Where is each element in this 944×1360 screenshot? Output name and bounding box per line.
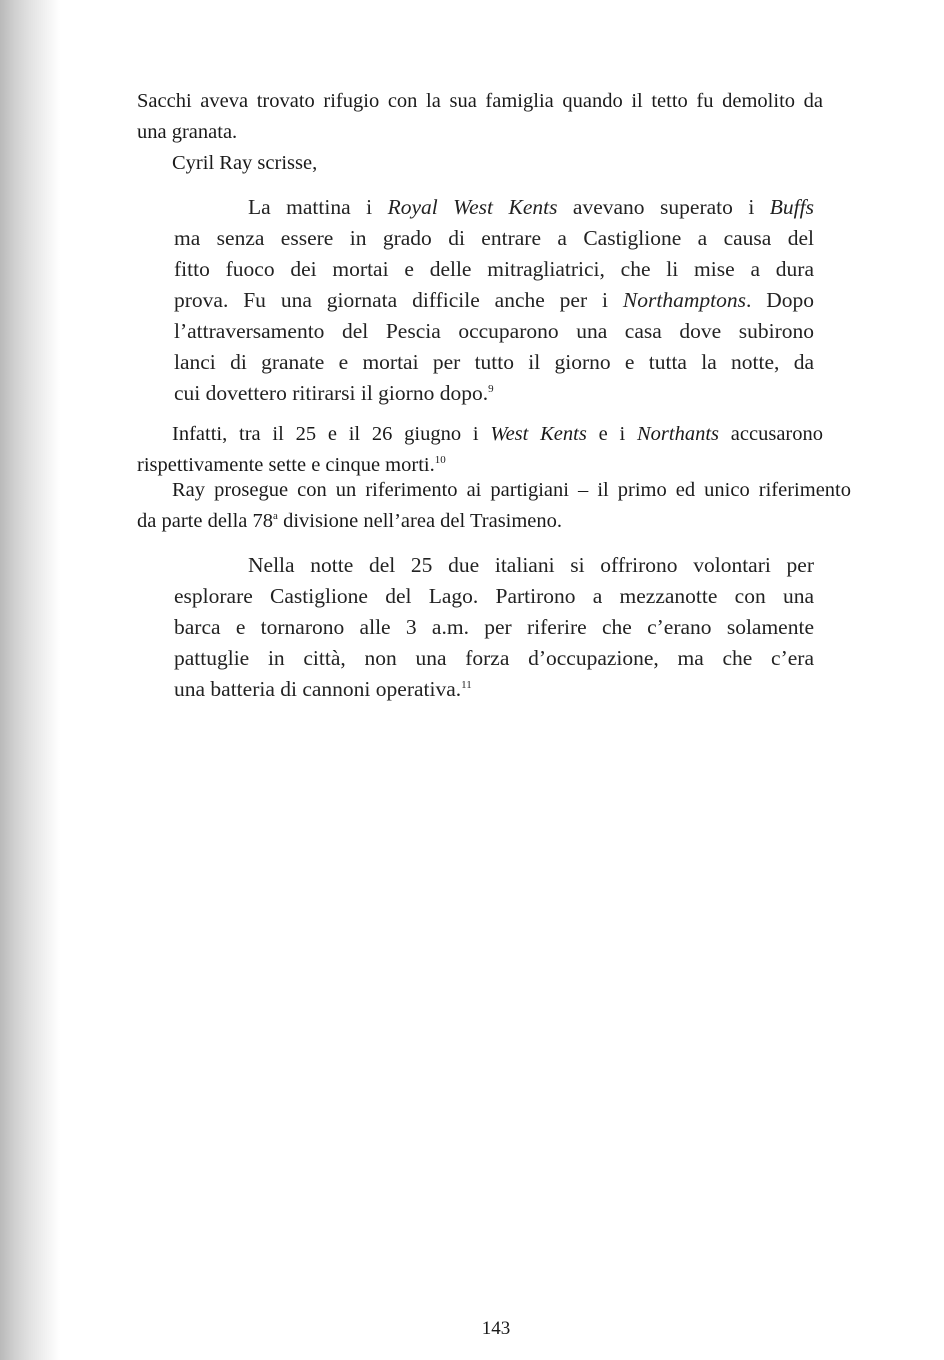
footnote-ref: 10 [434, 454, 446, 466]
quote-line: ma senza essere in grado di entrare a Castiglione a causa del [174, 226, 814, 250]
quote-line: Nella notte del 25 due italiani si offrirono volontari per [248, 553, 814, 577]
superscript-ordinal: a [273, 510, 278, 522]
block-quote-1 [174, 192, 814, 409]
quote-line: pattuglie in città, non una forza d’occupazione, ma che c’era [174, 646, 814, 670]
text-line: una granata. [137, 121, 238, 143]
paragraph-cyril-ray [137, 148, 823, 179]
paragraph-sacchi [137, 86, 823, 148]
quote-line: esplorare Castiglione del Lago. Partirono a mezzanotte con una [174, 584, 814, 608]
text-line: Sacchi aveva trovato rifugio con la sua famiglia quando il tetto fu demolito da [137, 90, 823, 112]
text-line: Infatti, tra il 25 e il 26 giugno i West Kents e i Northants accusarono [172, 423, 823, 445]
text-line: Cyril Ray scrisse, [172, 152, 318, 174]
quote-line: La mattina i Royal West Kents avevano superato i Buffs [248, 195, 814, 219]
paragraph-infatti [137, 419, 823, 481]
text-line: rispettivamente sette e cinque morti.$^{10}$ [137, 454, 446, 476]
quote-line: lanci di granate e mortai per tutto il giorno e tutta la notte, da [174, 350, 814, 374]
quote-line: cui dovettero ritirarsi il giorno dopo.$^9$ [174, 381, 494, 405]
block-quote-2 [174, 550, 814, 705]
footnote-ref: 9 [488, 383, 494, 395]
page-number: 143 [481, 1318, 511, 1339]
quote-line: barca e tornarono alle 3 a.m. per riferire che c’erano solamente [174, 615, 814, 639]
quote-line: una batteria di cannoni operativa.$^{11}$ [174, 677, 472, 701]
quote-line: l’attraversamento del Pescia occuparono una casa dove subirono [174, 319, 814, 343]
text-line: Ray prosegue con un riferimento ai partigiani – il primo ed unico riferimento [172, 479, 851, 501]
quote-line: prova. Fu una giornata difficile anche per i Northamptons. Dopo [174, 288, 814, 312]
paragraph-ray-prosegue [137, 475, 851, 537]
quote-line: fitto fuoco dei mortai e delle mitragliatrici, che li mise a dura [174, 257, 814, 281]
text-line: da parte della 78$^a$ divisione nell’area del Trasimeno. [137, 510, 563, 532]
footnote-ref: 11 [461, 679, 472, 691]
